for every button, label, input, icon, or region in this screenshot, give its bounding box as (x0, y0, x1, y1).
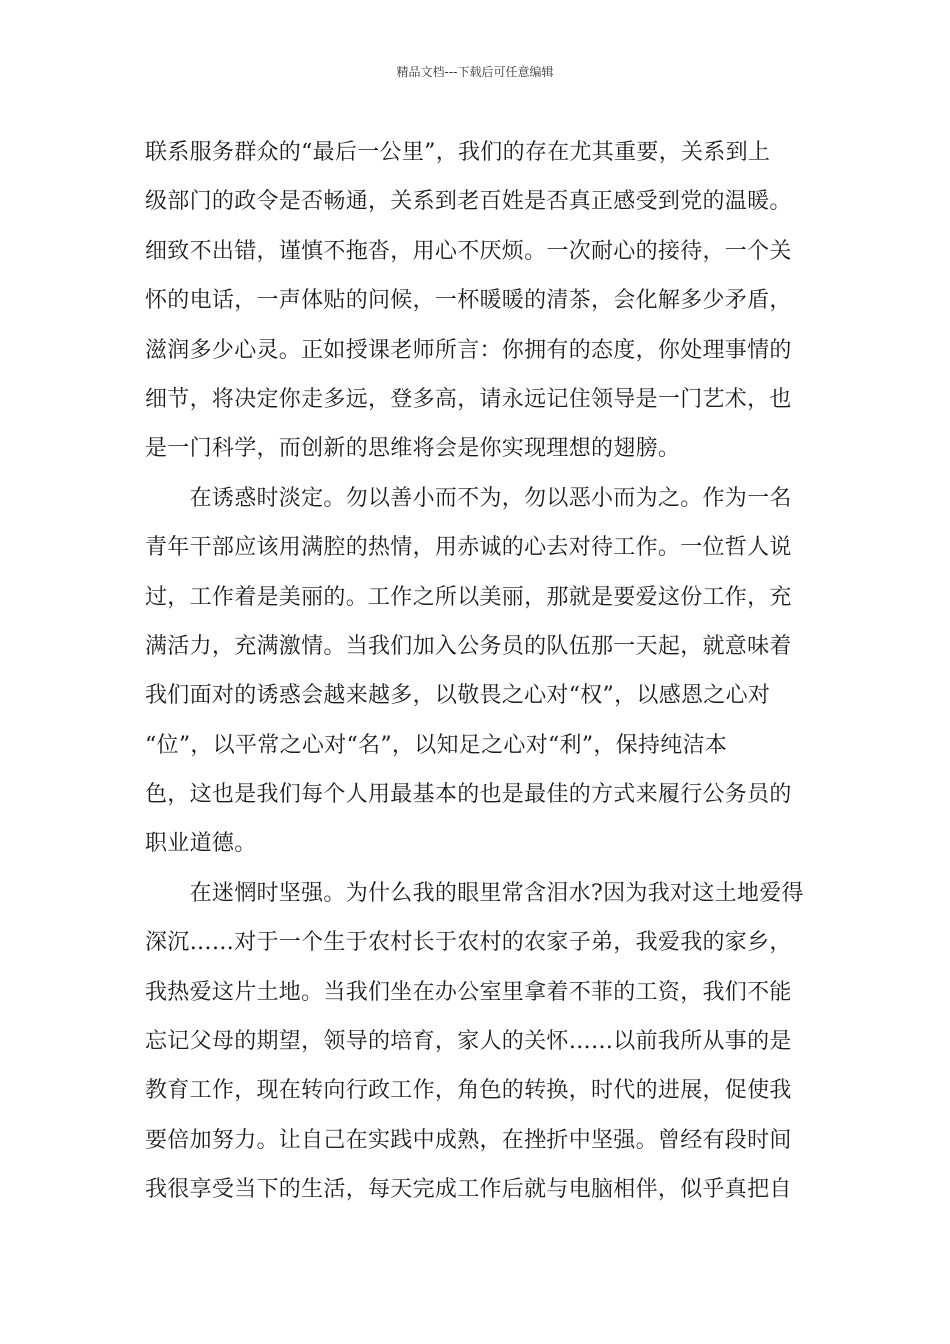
text-line: 我热爱这片土地。当我们坐在办公室里拿着不菲的工资，我们不能 (145, 979, 792, 1005)
text-line: 是一门科学，而创新的思维将会是你实现理想的翅膀。 (145, 436, 681, 462)
text-line: 滋润多少心灵。正如授课老师所言：你拥有的态度，你处理事情的 (145, 337, 792, 363)
text-line: 我很享受当下的生活，每天完成工作后就与电脑相伴，似乎真把自 (145, 1177, 792, 1203)
text-line: 级部门的政令是否畅通，关系到老百姓是否真正感受到党的温暖。 (145, 189, 792, 215)
text-line: “位”，以平常之心对“名”，以知足之心对“利”，保持纯洁本 (145, 732, 728, 758)
text-line: 忘记父母的期望，领导的培育，家人的关怀……以前我所从事的是 (145, 1029, 792, 1055)
text-line: 怀的电话，一声体贴的问候，一杯暖暖的清茶，会化解多少矛盾， (145, 288, 792, 314)
body-text (145, 128, 809, 1215)
text-line: 在迷惘时坚强。为什么我的眼里常含泪水?因为我对这土地爱得 (145, 880, 804, 906)
text-line: 色，这也是我们每个人用最基本的也是最佳的方式来履行公务员的 (145, 782, 792, 808)
text-line: 职业道德。 (145, 831, 257, 857)
text-line: 过，工作着是美丽的。工作之所以美丽，那就是要爱这份工作，充 (145, 584, 792, 610)
page-header: 精品文档---下载后可任意编辑 (396, 65, 554, 79)
text-line: 要倍加努力。让自己在实践中成熟，在挫折中坚强。曾经有段时间 (145, 1127, 792, 1153)
text-line: 深沉……对于一个生于农村长于农村的农家子弟，我爱我的家乡， (145, 930, 792, 956)
text-line: 细致不出错，谨慎不拖沓，用心不厌烦。一次耐心的接待，一个关 (145, 238, 792, 264)
text-line: 我们面对的诱惑会越来越多，以敬畏之心对“权”，以感恩之心对 (145, 683, 771, 709)
text-line: 青年干部应该用满腔的热情，用赤诚的心去对待工作。一位哲人说 (145, 535, 792, 561)
text-line: 满活力，充满激情。当我们加入公务员的队伍那一天起，就意味着 (145, 633, 792, 659)
text-line: 联系服务群众的“最后一公里”，我们的存在尤其重要，关系到上 (145, 140, 771, 165)
text-line: 在诱惑时淡定。勿以善小而不为，勿以恶小而为之。作为一名 (145, 485, 792, 511)
text-line: 细节，将决定你走多远，登多高，请永远记住领导是一门艺术，也 (145, 386, 792, 412)
text-line: 教育工作，现在转向行政工作，角色的转换，时代的进展，促使我 (145, 1078, 792, 1104)
